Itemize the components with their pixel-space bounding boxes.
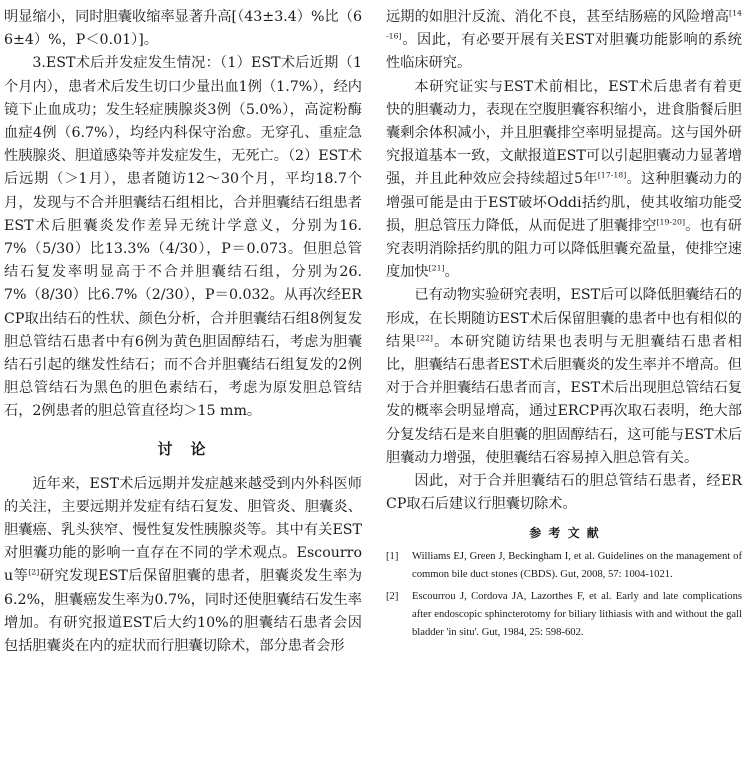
results-complications-paragraph: 3.EST术后并发症发生情况：（1）EST术后近期（1个月内），患者术后发生切口少量出血1例（1.7%），经内镜下止血成功；发生轻症胰腺炎3例（5.0%），高淀粉酶血症4例（6.7%），均经内科保守治愈。无穿孔、重症急性胰腺炎、胆道感染等并发症发生，无死亡。（2）EST术后远期（＞1月），患者随访12～30个月，平均18.7个月，发现与不合并胆囊结石组相比，合并胆囊结石组患者EST术后胆囊炎发作差异无统计学意义，分别为16.7%（5/30）比13.3%（4/30），P＝0.073。但胆总管结石复发率明显高于不合并胆囊结石组，分别为26.7%（8/30）比6.7%（2/30），P＝0.032。从再次经ERCP取出结石的性状、颜色分析，合并胆囊结石组8例复发胆总管结石患者中有6例为黄色胆固醇结石，考虑为胆囊结石引起的继发性结石；而不合并胆囊结石组复发的2例胆总管结石为黑色的胆色素结石，考虑为原发胆总管结石，2例患者的胆总管直径均＞15 mm。 [4, 55, 362, 420]
references-list [386, 548, 742, 641]
discussion-text-part2: 研究发现EST后保留胆囊的患者，胆囊炎发生率为6.2%，胆囊癌发生率为0.7%，同时还使胆囊结石发生率增加。有研究报道EST后大约10%的胆囊结石患者会因包括胆囊炎在内的症状而行胆囊切除术，部分患者会形 [4, 568, 363, 655]
citation-marker: [14-16] [386, 8, 742, 41]
reference-item [386, 588, 742, 641]
citation-marker: [17-18] [597, 170, 627, 180]
discussion-heading: 讨论 [157, 439, 224, 458]
reference-number: [2] [386, 591, 399, 603]
reference-number: [1] [386, 551, 399, 563]
paragraph-text: 。因此，有必要开展有关EST对胆囊功能影响的系统性临床研究。 [386, 32, 742, 72]
paragraph-text: 。本研究随访结果也表明与无胆囊结石患者相比，胆囊结石患者EST术后胆囊炎的发生率并不增高。但对于合并胆囊结石患者而言，EST术后出现胆总管结石复发的概率会明显增高，通过ERCP再次取石表明，绝大部分复发结石是来自胆囊的胆固醇结石，这可能与EST术后胆囊动力增强，使胆囊结石容易掉入胆总管有关。 [386, 333, 742, 466]
discussion-paragraph [4, 473, 362, 659]
citation-marker: [2] [28, 567, 40, 577]
paragraph-text: 本研究证实与EST术前相比，EST术后患者有着更快的胆囊动力，表现在空腹胆囊容积缩小，进食脂餐后胆囊剩余体积减小，并且胆囊排空率明显提高。这与国外研究报道基本一致，文献报道EST可以引起胆囊动力显著增强，并且此种效应会持续超过5年 [386, 78, 742, 188]
right-column-body [386, 6, 742, 516]
reference-text: Escourrou J, Cordova JA, Lazorthes F, et al. Early and late complications after endoscopic sphincterotomy for biliary lithiasis with and without the gall bladder 'in situ'. Gut, 1984, 25: 598-602. [412, 591, 742, 638]
discussion-text-part1: 近年来，EST术后远期并发症越来越受到内外科医师的关注，主要远期并发症有结石复发、胆管炎、胆囊炎、胆囊癌、乳头狭窄、慢性复发性胰腺炎等。其中有关EST对胆囊功能的影响一直存在不同的学术观点。Escourrou等 [4, 475, 362, 585]
right-paragraph-2 [386, 76, 742, 285]
paragraph-text: 因此，对于合并胆囊结石的胆总管结石患者，经ERCP取石后建议行胆囊切除术。 [386, 473, 742, 513]
paragraph-text: 已有动物实验研究表明，EST后可以降低胆囊结石的形成，在长期随访EST术后保留胆囊的患者中也有相似的结果 [386, 287, 742, 350]
citation-marker: [19-20] [656, 217, 686, 227]
citation-marker: [21] [428, 263, 445, 273]
right-paragraph-1 [386, 6, 742, 76]
left-column [4, 6, 362, 658]
paragraph-text: 。也有研究表明消除括约肌的阻力可以降低胆囊充盈量，使排空速度加快 [386, 217, 742, 281]
right-paragraph-3 [386, 284, 742, 470]
right-column [386, 6, 742, 645]
right-paragraph-4 [386, 470, 742, 516]
reference-item [386, 548, 742, 584]
paragraph-text: 。这种胆囊动力的增强可能是由于EST破坏Oddi括约肌，使其收缩功能受损，胆总管压力降低，从而促进了胆囊排空 [386, 171, 742, 234]
paragraph-text: 远期的如胆汁反流、消化不良，甚至结肠癌的风险增高 [386, 9, 730, 25]
results-paragraph-continued: 明显缩小，同时胆囊收缩率显著升高[（43±3.4）%比（66±4）%，P＜0.01）]。 [4, 9, 362, 49]
reference-text: Williams EJ, Green J, Beckingham I, et al. Guidelines on the management of common bile duct stones (CBDS). Gut, 2008, 57: 1004-1021. [412, 551, 742, 581]
references-heading: 参考文献 [529, 526, 606, 541]
paragraph-text: 。 [444, 264, 459, 281]
citation-marker: [22] [416, 333, 433, 343]
